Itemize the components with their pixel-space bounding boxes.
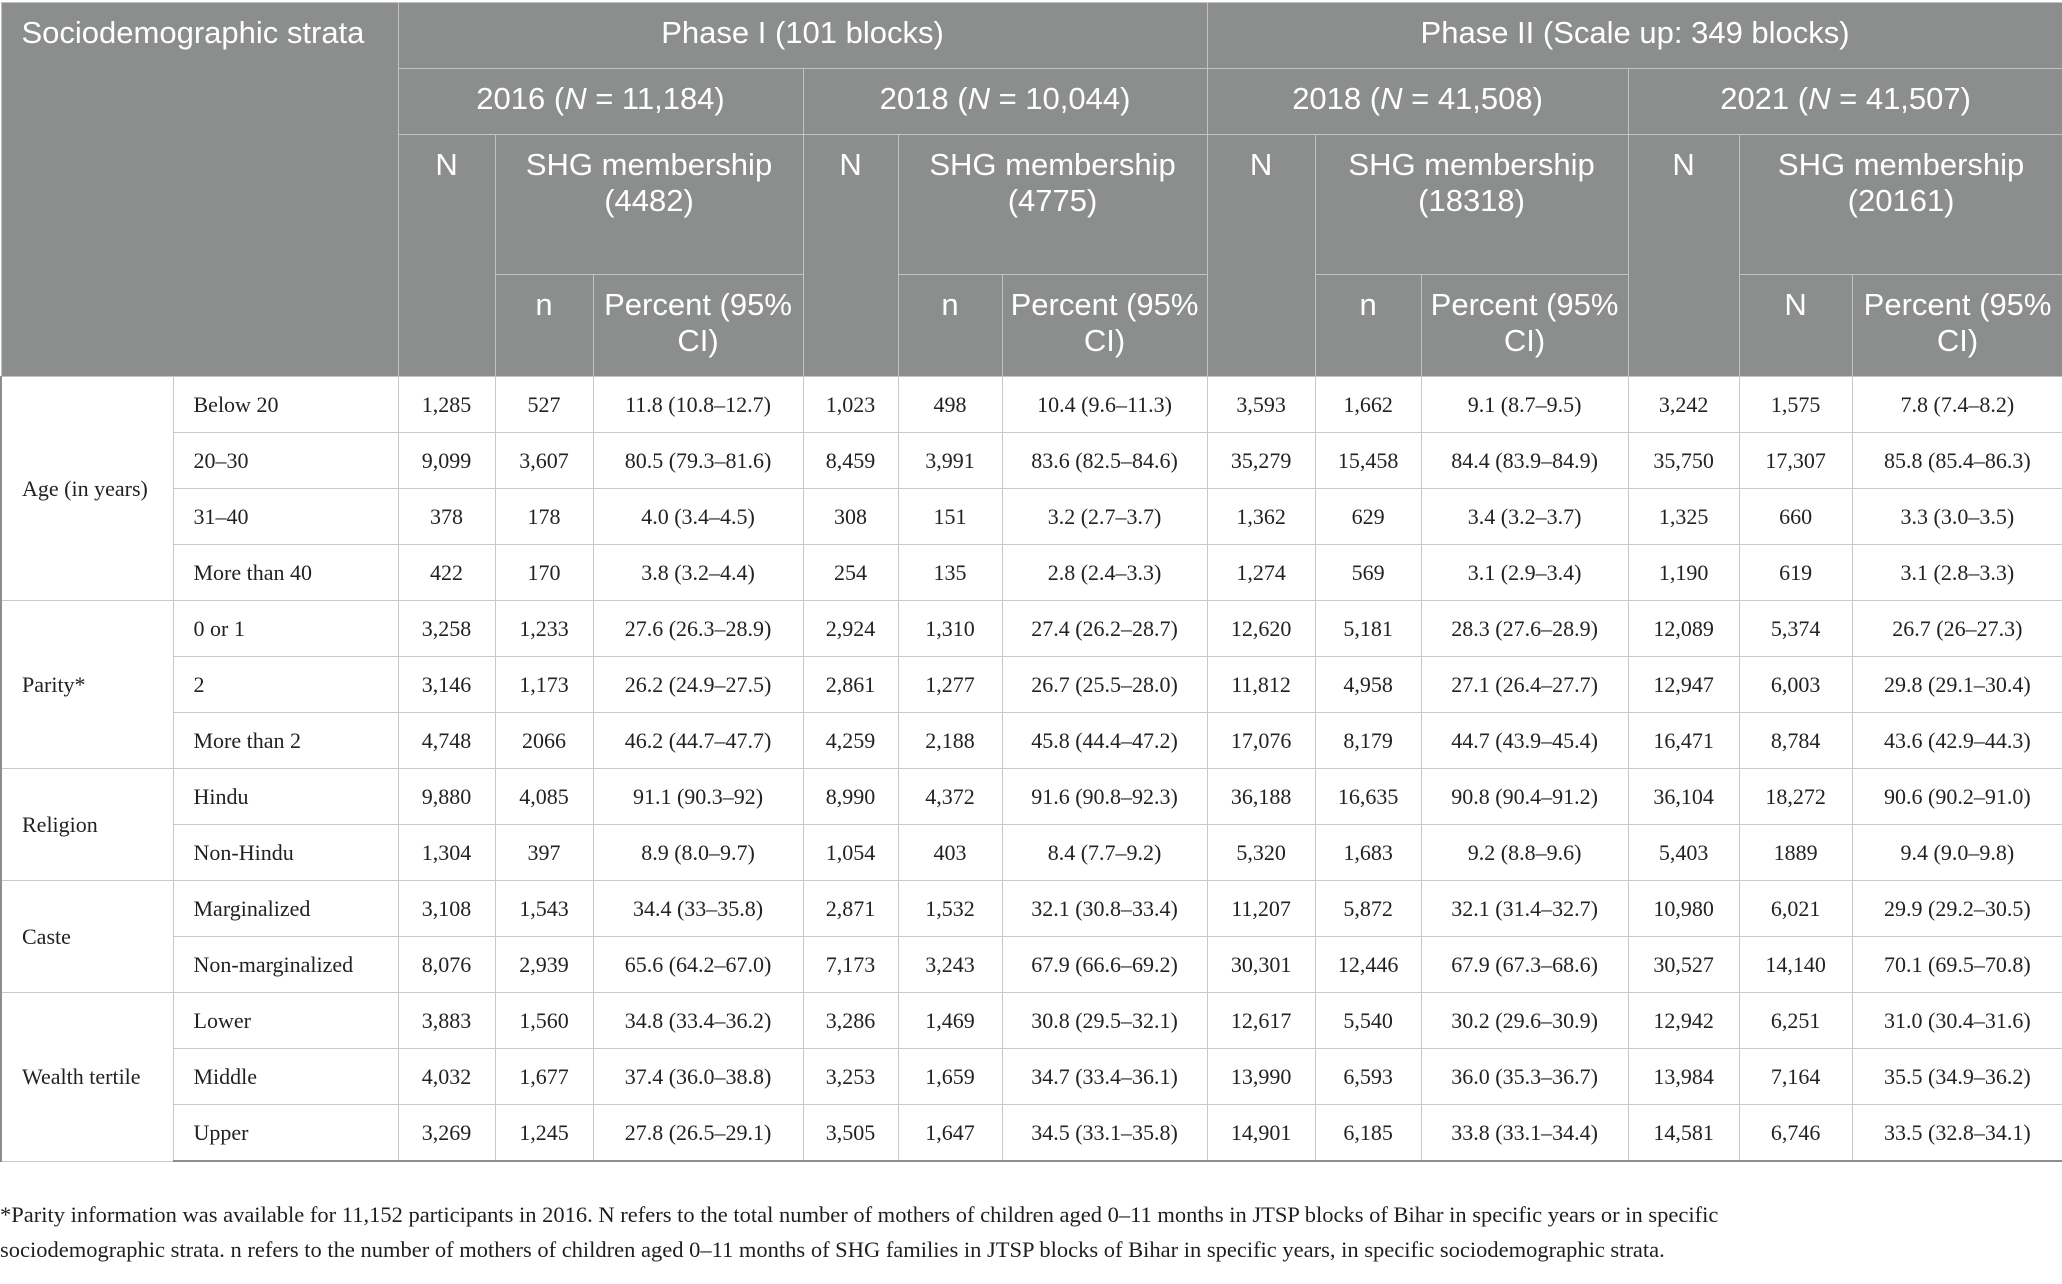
table-cell: 7,173: [803, 937, 898, 993]
table-cell: 12,947: [1628, 657, 1739, 713]
table-cell: 27.8 (26.5–29.1): [593, 1105, 803, 1162]
table-row: [1, 937, 2062, 993]
table-cell: 15,458: [1315, 433, 1421, 489]
table-row: [1, 713, 2062, 769]
table-cell: 1,560: [495, 993, 593, 1049]
table-cell: 4,085: [495, 769, 593, 825]
group-label: Wealth tertile: [1, 993, 173, 1162]
table-cell: 3.4 (3.2–3.7): [1421, 489, 1628, 545]
table-cell: 17,307: [1739, 433, 1852, 489]
table-cell: 18,272: [1739, 769, 1852, 825]
table-cell: 5,540: [1315, 993, 1421, 1049]
table-cell: 4,259: [803, 713, 898, 769]
stratum-label: Below 20: [173, 377, 398, 433]
stratum-label: More than 40: [173, 545, 398, 601]
table-cell: 27.4 (26.2–28.7): [1002, 601, 1207, 657]
table-cell: 34.7 (33.4–36.1): [1002, 1049, 1207, 1105]
table-cell: 1,543: [495, 881, 593, 937]
table-row: [1, 769, 2062, 825]
table-cell: 35,279: [1207, 433, 1315, 489]
membership-header: SHG membership (18318): [1315, 135, 1628, 275]
stratum-label: Upper: [173, 1105, 398, 1162]
table-cell: 2,871: [803, 881, 898, 937]
table-row: [1, 993, 2062, 1049]
table-cell: 2,861: [803, 657, 898, 713]
table-cell: 151: [898, 489, 1002, 545]
table-cell: 37.4 (36.0–38.8): [593, 1049, 803, 1105]
table-cell: 569: [1315, 545, 1421, 601]
phase1-header: Phase I (101 blocks): [398, 3, 1207, 69]
table-cell: 3,607: [495, 433, 593, 489]
table-cell: 16,471: [1628, 713, 1739, 769]
year-header: 2021 (N = 41,507): [1628, 69, 2062, 135]
table-cell: 16,635: [1315, 769, 1421, 825]
table-cell: 34.5 (33.1–35.8): [1002, 1105, 1207, 1162]
table-row: [1, 1105, 2062, 1162]
table-cell: 11.8 (10.8–12.7): [593, 377, 803, 433]
table-cell: 8.9 (8.0–9.7): [593, 825, 803, 881]
table-cell: 46.2 (44.7–47.7): [593, 713, 803, 769]
table-cell: 254: [803, 545, 898, 601]
table-cell: 9.1 (8.7–9.5): [1421, 377, 1628, 433]
table-cell: 8.4 (7.7–9.2): [1002, 825, 1207, 881]
table-cell: 91.1 (90.3–92): [593, 769, 803, 825]
table-cell: 7,164: [1739, 1049, 1852, 1105]
table-cell: 1,304: [398, 825, 495, 881]
table-cell: 8,076: [398, 937, 495, 993]
table-cell: 34.4 (33–35.8): [593, 881, 803, 937]
table-cell: 43.6 (42.9–44.3): [1852, 713, 2062, 769]
table-cell: 6,593: [1315, 1049, 1421, 1105]
table-cell: 7.8 (7.4–8.2): [1852, 377, 2062, 433]
table-cell: 527: [495, 377, 593, 433]
table-cell: 6,746: [1739, 1105, 1852, 1162]
table-cell: 1,469: [898, 993, 1002, 1049]
table-cell: 3.2 (2.7–3.7): [1002, 489, 1207, 545]
table-cell: 13,984: [1628, 1049, 1739, 1105]
table-cell: 619: [1739, 545, 1852, 601]
table-cell: 9.2 (8.8–9.6): [1421, 825, 1628, 881]
table-cell: 1,362: [1207, 489, 1315, 545]
table-cell: 28.3 (27.6–28.9): [1421, 601, 1628, 657]
table-cell: 36,188: [1207, 769, 1315, 825]
table-cell: 178: [495, 489, 593, 545]
stratum-label: Non-Hindu: [173, 825, 398, 881]
stratum-label: Lower: [173, 993, 398, 1049]
table-cell: 8,784: [1739, 713, 1852, 769]
table-cell: 30,527: [1628, 937, 1739, 993]
table-cell: 403: [898, 825, 1002, 881]
table-cell: 32.1 (31.4–32.7): [1421, 881, 1628, 937]
percent-header: Percent (95% CI): [1002, 275, 1207, 377]
percent-header: Percent (95% CI): [593, 275, 803, 377]
n-header: N: [1207, 135, 1315, 377]
table-cell: 34.8 (33.4–36.2): [593, 993, 803, 1049]
table-cell: 6,021: [1739, 881, 1852, 937]
table-cell: 498: [898, 377, 1002, 433]
sub-n-header: n: [495, 275, 593, 377]
stratum-label: 0 or 1: [173, 601, 398, 657]
sub-n-header: n: [1315, 275, 1421, 377]
table-cell: 3,146: [398, 657, 495, 713]
table-row: [1, 489, 2062, 545]
table-cell: 308: [803, 489, 898, 545]
table-cell: 135: [898, 545, 1002, 601]
table-cell: 378: [398, 489, 495, 545]
stratum-label: More than 2: [173, 713, 398, 769]
table-cell: 8,179: [1315, 713, 1421, 769]
table-cell: 1,285: [398, 377, 495, 433]
table-cell: 70.1 (69.5–70.8): [1852, 937, 2062, 993]
table-cell: 85.8 (85.4–86.3): [1852, 433, 2062, 489]
stratum-label: 31–40: [173, 489, 398, 545]
table-cell: 33.8 (33.1–34.4): [1421, 1105, 1628, 1162]
table-cell: 9.4 (9.0–9.8): [1852, 825, 2062, 881]
table-row: [1, 881, 2062, 937]
group-label: Parity*: [1, 601, 173, 769]
table-cell: 14,140: [1739, 937, 1852, 993]
table-cell: 1,023: [803, 377, 898, 433]
table-cell: 4,032: [398, 1049, 495, 1105]
table-row: [1, 545, 2062, 601]
table-cell: 2,924: [803, 601, 898, 657]
table-cell: 35,750: [1628, 433, 1739, 489]
table-row: [1, 657, 2062, 713]
stratum-label: Hindu: [173, 769, 398, 825]
table-cell: 14,901: [1207, 1105, 1315, 1162]
table-cell: 29.8 (29.1–30.4): [1852, 657, 2062, 713]
table-cell: 3,593: [1207, 377, 1315, 433]
table-cell: 3,505: [803, 1105, 898, 1162]
table-cell: 26.7 (25.5–28.0): [1002, 657, 1207, 713]
table-cell: 26.2 (24.9–27.5): [593, 657, 803, 713]
table-cell: 5,374: [1739, 601, 1852, 657]
table-cell: 12,617: [1207, 993, 1315, 1049]
table-cell: 3,269: [398, 1105, 495, 1162]
table-cell: 17,076: [1207, 713, 1315, 769]
membership-header: SHG membership (4482): [495, 135, 803, 275]
stratum-label: 20–30: [173, 433, 398, 489]
table-row: [1, 601, 2062, 657]
table-cell: 1,532: [898, 881, 1002, 937]
table-cell: 4,372: [898, 769, 1002, 825]
table-cell: 1889: [1739, 825, 1852, 881]
table-cell: 84.4 (83.9–84.9): [1421, 433, 1628, 489]
table-cell: 5,872: [1315, 881, 1421, 937]
table-cell: 44.7 (43.9–45.4): [1421, 713, 1628, 769]
group-label: Religion: [1, 769, 173, 881]
table-cell: 12,942: [1628, 993, 1739, 1049]
table-cell: 3.1 (2.8–3.3): [1852, 545, 2062, 601]
strata-header: Sociodemographic strata: [1, 3, 398, 377]
table-cell: 1,310: [898, 601, 1002, 657]
table-cell: 33.5 (32.8–34.1): [1852, 1105, 2062, 1162]
table-header: [1, 3, 2062, 377]
table-cell: 6,185: [1315, 1105, 1421, 1162]
table-cell: 3.1 (2.9–3.4): [1421, 545, 1628, 601]
table-cell: 26.7 (26–27.3): [1852, 601, 2062, 657]
table-cell: 1,575: [1739, 377, 1852, 433]
membership-header: SHG membership (4775): [898, 135, 1207, 275]
table-cell: 3.3 (3.0–3.5): [1852, 489, 2062, 545]
table-body: [1, 377, 2062, 1162]
table-cell: 27.6 (26.3–28.9): [593, 601, 803, 657]
table-cell: 36,104: [1628, 769, 1739, 825]
table-cell: 397: [495, 825, 593, 881]
table-cell: 5,181: [1315, 601, 1421, 657]
table-cell: 12,446: [1315, 937, 1421, 993]
table-cell: 1,245: [495, 1105, 593, 1162]
table-cell: 1,647: [898, 1105, 1002, 1162]
table-cell: 1,659: [898, 1049, 1002, 1105]
table-cell: 3,286: [803, 993, 898, 1049]
table-cell: 90.8 (90.4–91.2): [1421, 769, 1628, 825]
table-cell: 91.6 (90.8–92.3): [1002, 769, 1207, 825]
sub-n-header: n: [898, 275, 1002, 377]
table-cell: 4.0 (3.4–4.5): [593, 489, 803, 545]
stratum-label: Marginalized: [173, 881, 398, 937]
n-header: N: [398, 135, 495, 377]
table-cell: 35.5 (34.9–36.2): [1852, 1049, 2062, 1105]
table-cell: 80.5 (79.3–81.6): [593, 433, 803, 489]
table-cell: 2066: [495, 713, 593, 769]
table-cell: 10,980: [1628, 881, 1739, 937]
table-cell: 2.8 (2.4–3.3): [1002, 545, 1207, 601]
group-label: Age (in years): [1, 377, 173, 601]
table-cell: 83.6 (82.5–84.6): [1002, 433, 1207, 489]
table-cell: 1,683: [1315, 825, 1421, 881]
table-cell: 3,883: [398, 993, 495, 1049]
table-cell: 8,459: [803, 433, 898, 489]
table-cell: 4,958: [1315, 657, 1421, 713]
table-cell: 1,325: [1628, 489, 1739, 545]
table-cell: 1,054: [803, 825, 898, 881]
table-row: [1, 377, 2062, 433]
stratum-label: 2: [173, 657, 398, 713]
stratum-label: Middle: [173, 1049, 398, 1105]
table-cell: 1,662: [1315, 377, 1421, 433]
stratum-label: Non-marginalized: [173, 937, 398, 993]
table-cell: 3,991: [898, 433, 1002, 489]
table-cell: 3,253: [803, 1049, 898, 1105]
table-cell: 1,173: [495, 657, 593, 713]
table-cell: 3,258: [398, 601, 495, 657]
sub-n-header: N: [1739, 275, 1852, 377]
table-cell: 3.8 (3.2–4.4): [593, 545, 803, 601]
group-label: Caste: [1, 881, 173, 993]
table-cell: 6,251: [1739, 993, 1852, 1049]
table-cell: 12,620: [1207, 601, 1315, 657]
table-cell: 1,190: [1628, 545, 1739, 601]
percent-header: Percent (95% CI): [1852, 275, 2062, 377]
footnote-line: sociodemographic strata. n refers to the number of mothers of children aged 0–11 months of SHG families in JTSP blocks of Bihar in specific years, in specific sociodemographic strata.: [0, 1237, 1665, 1262]
data-table: [0, 2, 2062, 1162]
table-cell: 65.6 (64.2–67.0): [593, 937, 803, 993]
table-cell: 3,242: [1628, 377, 1739, 433]
n-header: N: [803, 135, 898, 377]
table-cell: 2,939: [495, 937, 593, 993]
table-cell: 660: [1739, 489, 1852, 545]
footnote: [0, 1197, 2062, 1267]
n-header: N: [1628, 135, 1739, 377]
table-cell: 30.8 (29.5–32.1): [1002, 993, 1207, 1049]
table-cell: 3,108: [398, 881, 495, 937]
table-cell: 2,188: [898, 713, 1002, 769]
table-cell: 32.1 (30.8–33.4): [1002, 881, 1207, 937]
footnote-line: *Parity information was available for 11,152 participants in 2016. N refers to the total number of mothers of children aged 0–11 months in JTSP blocks of Bihar in specific years or in specific: [0, 1202, 1719, 1227]
table-cell: 13,990: [1207, 1049, 1315, 1105]
table-row: [1, 1049, 2062, 1105]
percent-header: Percent (95% CI): [1421, 275, 1628, 377]
year-header: 2016 (N = 11,184): [398, 69, 803, 135]
table-row: [1, 433, 2062, 489]
table-cell: 45.8 (44.4–47.2): [1002, 713, 1207, 769]
table-cell: 14,581: [1628, 1105, 1739, 1162]
table-cell: 31.0 (30.4–31.6): [1852, 993, 2062, 1049]
table-cell: 9,880: [398, 769, 495, 825]
table-cell: 422: [398, 545, 495, 601]
table-cell: 1,274: [1207, 545, 1315, 601]
table-cell: 8,990: [803, 769, 898, 825]
table-cell: 4,748: [398, 713, 495, 769]
table-cell: 10.4 (9.6–11.3): [1002, 377, 1207, 433]
table-row: [1, 825, 2062, 881]
table-cell: 9,099: [398, 433, 495, 489]
table-cell: 3,243: [898, 937, 1002, 993]
table-cell: 67.9 (67.3–68.6): [1421, 937, 1628, 993]
table-cell: 29.9 (29.2–30.5): [1852, 881, 2062, 937]
table-cell: 27.1 (26.4–27.7): [1421, 657, 1628, 713]
year-header: 2018 (N = 41,508): [1207, 69, 1628, 135]
table-cell: 170: [495, 545, 593, 601]
table-cell: 5,320: [1207, 825, 1315, 881]
table-cell: 1,277: [898, 657, 1002, 713]
table-cell: 11,207: [1207, 881, 1315, 937]
table-cell: 90.6 (90.2–91.0): [1852, 769, 2062, 825]
table-cell: 1,677: [495, 1049, 593, 1105]
table-cell: 67.9 (66.6–69.2): [1002, 937, 1207, 993]
table-cell: 5,403: [1628, 825, 1739, 881]
table-cell: 629: [1315, 489, 1421, 545]
table-cell: 12,089: [1628, 601, 1739, 657]
table-cell: 6,003: [1739, 657, 1852, 713]
phase2-header: Phase II (Scale up: 349 blocks): [1207, 3, 2062, 69]
membership-header: SHG membership (20161): [1739, 135, 2062, 275]
table-cell: 30.2 (29.6–30.9): [1421, 993, 1628, 1049]
table-cell: 1,233: [495, 601, 593, 657]
year-header: 2018 (N = 10,044): [803, 69, 1207, 135]
table-cell: 36.0 (35.3–36.7): [1421, 1049, 1628, 1105]
table-cell: 11,812: [1207, 657, 1315, 713]
table-cell: 30,301: [1207, 937, 1315, 993]
